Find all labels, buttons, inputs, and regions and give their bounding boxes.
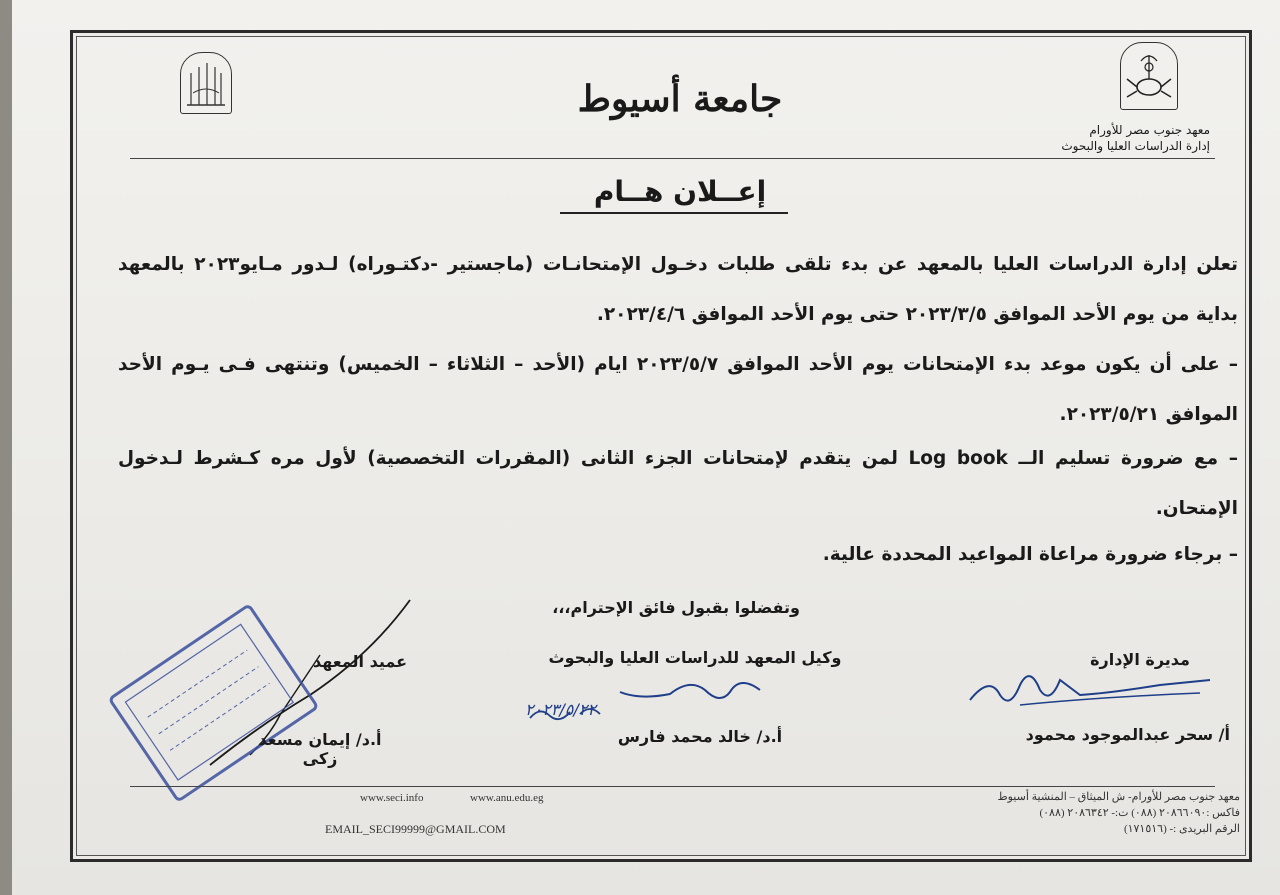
footer-address: معهد جنوب مصر للأورام- ش الميثاق – المنشية أسيوط: [997, 791, 1240, 803]
director-signature: [960, 655, 1220, 715]
website-1[interactable]: www.seci.info: [360, 792, 424, 804]
vice-dean-name: أ.د/ خالد محمد فارس: [617, 727, 783, 746]
handwritten-date: ٢٠٢٣/٥/٢٢: [525, 700, 596, 719]
footer-phone: فاكس :٢٠٨٦٦٠٩٠ (٠٨٨) ت:- ٢٠٨٦٣٤٢ (٠٨٨): [1039, 807, 1240, 819]
institute-header: [1061, 122, 1210, 154]
closing-line: وتفضلوا بقبول فائق الإحترام،،،: [552, 598, 800, 617]
footer-postal: الرقم البريدى :- (١٧١٥١٦): [1123, 823, 1240, 835]
paragraph-1: تعلن إدارة الدراسات العليا بالمعهد عن بدء تلقى طلبات دخـول الإمتحانـات (ماجستير -دكتـوراه) لـدور مـايو٢٠٢٣ بالمعهد بداية من يوم الأحد الموافق ٢٠٢٣/٣/٥ حتى يوم الأحد الموافق ٢٠٢٣/٤/٦.: [118, 254, 1238, 325]
director-name: أ/ سحر عبدالموجود محمود: [1025, 725, 1230, 744]
dean-name: أ.د/ إيمان مسعد زكى: [258, 730, 382, 768]
announcement-title: إعــلان هــام: [593, 175, 767, 208]
header-divider: [130, 158, 1215, 159]
institute-name: معهد جنوب مصر للأورام: [1089, 123, 1210, 137]
department-name: إدارة الدراسات العليا والبحوث: [1061, 139, 1210, 153]
director-title: مديرة الإدارة: [1090, 650, 1190, 669]
website-2[interactable]: www.anu.edu.eg: [470, 792, 544, 804]
university-logo-left: [180, 52, 232, 114]
announcement-title-underline: [560, 212, 788, 214]
crab-emblem-icon: [1121, 43, 1177, 109]
vice-dean-title: وكيل المعهد للدراسات العليا والبحوث: [548, 648, 842, 667]
paragraph-3: – مع ضرورة تسليم الــ Log book لمن يتقدم لإمتحانات الجزء الثانى (المقررات التخصصية) لأول مره كـشرط لـدخول الإمتحان.: [118, 448, 1238, 519]
footer-email[interactable]: EMAIL_SECI99999@GMAIL.COM: [325, 822, 506, 836]
paragraph-4: – برجاء ضرورة مراعاة المواعيد المحددة عالية.: [822, 544, 1238, 565]
university-emblem-icon: [181, 53, 231, 113]
dean-title: عميد المعهد: [312, 652, 408, 671]
paragraph-2: – على أن يكون موعد بدء الإمتحانات يوم الأحد الموافق ٢٠٢٣/٥/٧ ايام (الأحد – الثلاثاء – الخميس) وتنتهى فـى يـوم الأحد الموافق ٢٠٢٣/٥/٢١.: [118, 354, 1238, 425]
footer-divider: [130, 786, 1215, 787]
university-title: جامعة أسيوط: [577, 78, 783, 120]
institute-logo-right: [1120, 42, 1178, 110]
